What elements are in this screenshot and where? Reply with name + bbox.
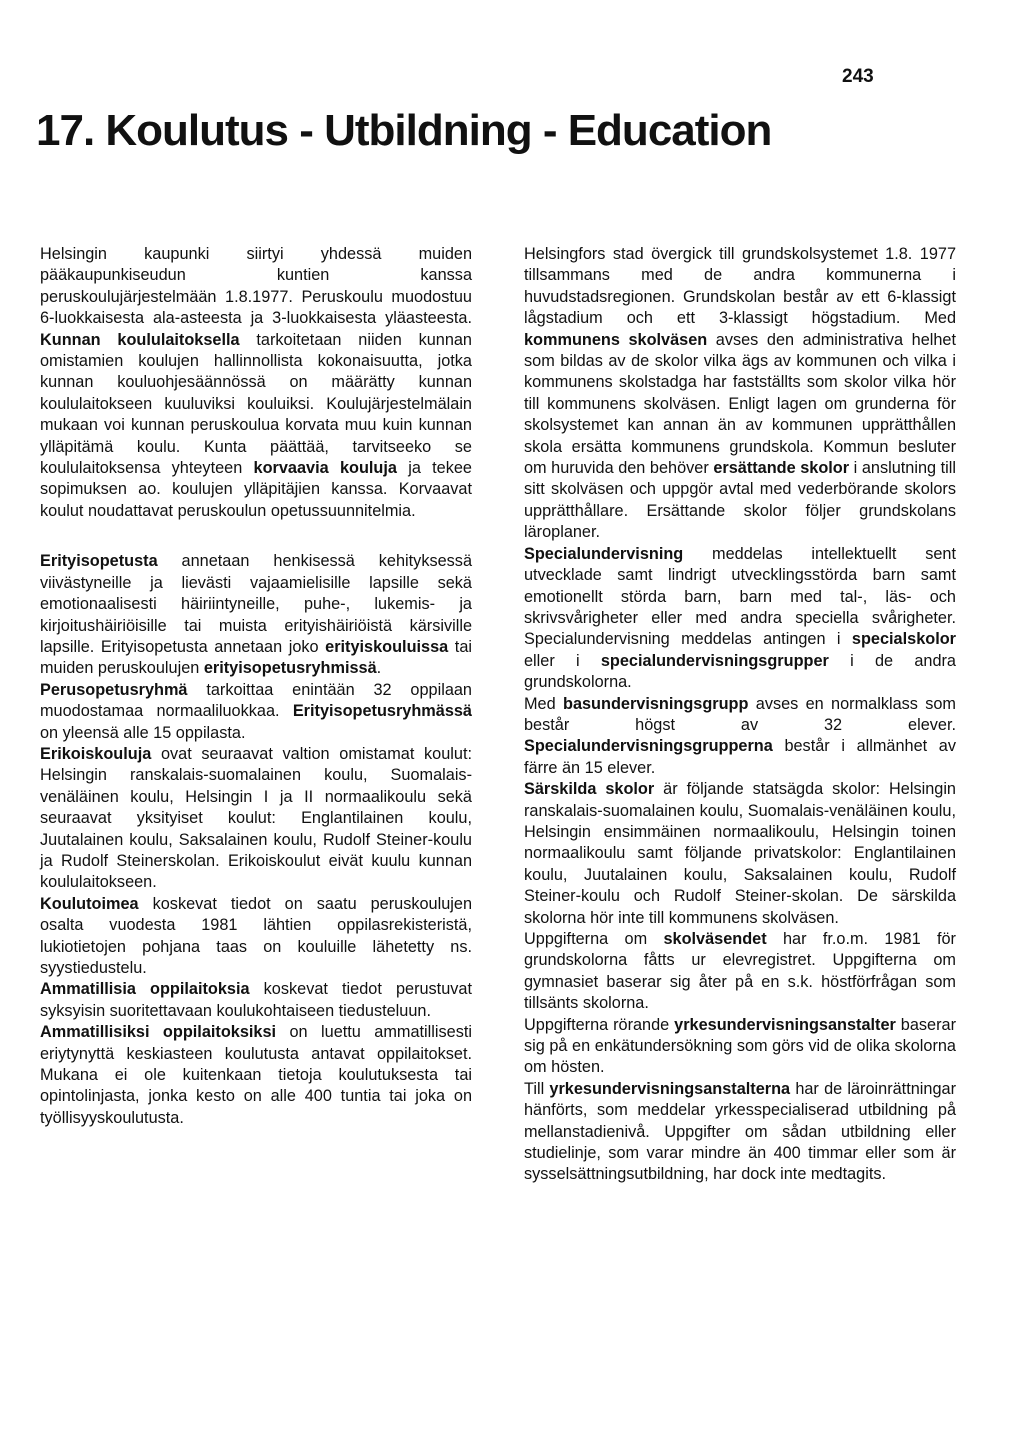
paragraph-groups-sv <box>524 694 956 780</box>
text-run: avses en normalklass som består högst av 32 elever. <box>524 694 956 734</box>
bold-term: Kunnan koululaitoksella <box>40 330 240 349</box>
text-run: Helsingin kaupunki siirtyi yhdessä muiden pääkaupunkiseudun kuntien kanssa peruskoulujärjestelmään 1.8.1977. Peruskoulu muodostuu 6-luokkaisesta ala-asteesta ja 3-luokkaisesta yläasteesta. <box>40 245 472 328</box>
text-run: koskevat tiedot perustuvat syksyisin suoritettavaan koulukohtaiseen tiedusteluun. <box>40 980 472 1020</box>
bold-term: basundervisningsgrupp <box>563 694 749 713</box>
text-run: tarkoitetaan niiden kunnan omistamien koulujen hallinnollista kokonaisuutta, jotka kunnan kouluohjesäännössä on määrätty kunnan koululaitokseen kuuluviksi kouluiksi. Koulujärjestelmälain mukaan voi kunnan peruskoulua korvata muu kuin kunnan ylläpitämä koulu. Kunta päättää, tarvitseeko se koululaitoksensa yhteyteen <box>40 330 472 478</box>
bold-term: Specialundervisning <box>524 544 684 563</box>
paragraph-special-ed-sv <box>524 544 956 694</box>
text-run: i anslutning till sitt skolväsen och uppgör avtal med vederbörande skolors upprätthållare. Ersättande skolor följer grundskolans läroplaner. <box>524 459 956 542</box>
bold-term: specialundervisningsgrupper <box>600 651 829 670</box>
bold-term: korvaavia kouluja <box>253 459 397 478</box>
text-run: har de läroinrättningar hänförts, som meddelar yrkesspecialiserad utbildning på mellanstadienivå. Uppgifter om sådan utbildning eller studielinje, som varar mindre än 400 timmar eller som är sysselsättningsutbildning, har dock inte medtagits. <box>524 1079 956 1184</box>
bold-term: kommunens skolväsen <box>524 330 708 349</box>
bold-term: yrkesundervisningsanstalterna <box>549 1079 791 1098</box>
paragraph-vocational-fi <box>40 979 472 1022</box>
text-run: Uppgifterna om <box>524 930 664 948</box>
text-run: meddelas intellektuellt sent utvecklade samt lindrigt utvecklingsstörda barn samt emotionellt störda barn, barn med tal-, läs- och skrivsvårigheter eller med andra speciella svårigheter. Specialundervisning meddelas antingen i <box>524 544 956 649</box>
paragraph-vocational-def-fi <box>40 1022 472 1129</box>
text-run: Till <box>524 1079 550 1098</box>
text-run: i de andra grundskolorna. <box>524 651 956 692</box>
bold-term: Specialundervisningsgrupperna <box>524 737 773 756</box>
paragraph-data-sources-sv <box>524 929 956 1015</box>
bold-term: Erikoiskouluja <box>40 744 152 763</box>
bold-term: Ammatillisia oppilaitoksia <box>40 980 250 999</box>
text-run: on yleensä alle 15 oppilasta. <box>40 723 246 742</box>
bold-term: yrkesundervisningsanstalter <box>674 1015 896 1034</box>
text-run: annetaan henkisessä kehityksessä viivästyneille ja lievästi vajaamielisille lapsille sekä emotionaalisesti häiriintyneille, puhe-, lukemis- ja kirjoitushäiriöisille tai muista erityishäiriöistä kärsiville lapsille. Erityisopetusta annetaan joko <box>40 552 472 656</box>
bold-term: skolväsendet <box>663 930 767 948</box>
bold-term: specialskolor <box>851 630 956 649</box>
paragraph-intro-fi <box>40 244 472 522</box>
text-run: tarkoittaa enintään 32 oppilaan muodostamaa normaaliluokkaa. <box>40 680 472 721</box>
bold-term: Erityisopetusryhmässä <box>292 702 472 721</box>
text-run: ja tekee sopimuksen ao. koulujen ylläpitäjien kanssa. Korvaavat koulut noudattavat peruskoulun opetussuunnitelmia. <box>40 459 472 520</box>
text-run: ovat seuraavat valtion omistamat koulut: Helsingin ranskalais-suomalainen koulu, Suomalais-venäläinen koulu, Helsingin I ja II normaalikoulu sekä seuraavat yksityiset koulut: Englantilainen koulu, Juutalainen koulu, Saksalainen koulu, Rudolf Steiner-koulu ja Rudolf Steinerskolan. Erikoiskoulut eivät kuulu kunnan koululaitokseen. <box>40 744 472 892</box>
text-run: Uppgifterna rörande <box>524 1015 675 1034</box>
swedish-column <box>524 244 956 1186</box>
paragraph-groups-fi <box>40 680 472 744</box>
text-run: tai muiden peruskoulujen <box>40 637 472 678</box>
text-run: baserar sig på en enkätundersökning som görs vid de olika skolorna om hösten. <box>524 1015 956 1077</box>
bold-term: erityisopetusryhmissä <box>203 659 377 678</box>
paragraph-intro-sv <box>524 244 956 544</box>
bold-term: erityiskouluissa <box>325 637 449 656</box>
paragraph-data-sources-fi <box>40 894 472 980</box>
paragraph-special-ed-fi <box>40 551 472 679</box>
paragraph-vocational-def-sv <box>524 1079 956 1186</box>
text-run: består i allmänhet av färre än 15 elever. <box>524 737 956 777</box>
paragraph-special-schools-sv <box>524 779 956 929</box>
bold-term: Särskilda skolor <box>524 780 655 799</box>
text-run: Med <box>524 694 563 713</box>
text-run: Helsingfors stad övergick till grundskolsystemet 1.8. 1977 tillsammans med de andra kommunerna i huvudstadsregionen. Grundskolan består av ett 6-klassigt lågstadium och ett 3-klassigt högstadium. Med <box>524 245 956 328</box>
bold-term: Koulutoimea <box>40 894 139 913</box>
text-run: koskevat tiedot on saatu peruskoulujen osalta vuodesta 1981 lähtien oppilasrekisteristä, lukiotietojen pohjana taas on kouluille lähetetty ns. syystiedustelu. <box>40 894 472 977</box>
bold-term: Erityisopetusta <box>40 552 158 571</box>
paragraph-vocational-sv <box>524 1015 956 1079</box>
bold-term: Ammatillisiksi oppilaitoksiksi <box>40 1023 277 1042</box>
paragraph-special-schools-fi <box>40 744 472 894</box>
finnish-column <box>40 244 472 1129</box>
bold-term: Perusopetusryhmä <box>40 680 188 699</box>
text-run: . <box>376 659 382 678</box>
text-run: eller i <box>524 651 601 670</box>
page-title: 17. Koulutus - Utbildning - Education <box>36 106 772 155</box>
text-run: avses den administrativa helhet som bildas av de skolor vilka ägs av kommunen och vilka i kommunens skolstadga har fastställts som skolor vilka hör till kommunens skolväsen. Enligt lagen om grunderna för skolsystemet kan annan än av kommunen upprätthållen skola ersätta kommunens grundskola. Kommun besluter om huruvida den behöver <box>524 330 956 478</box>
text-run: har fr.o.m. 1981 för grundskolorna fåtts ur elevregistret. Uppgifterna om gymnasiet baserar sig åter på en s.k. höstförfrågan som tillsänts skolorna. <box>524 930 956 1013</box>
page-number: 243 <box>842 66 874 87</box>
text-run: är följande statsägda skolor: Helsingin ranskalais-suomalainen koulu, Suomalais-venäläinen koulu, Helsingin ensimmäinen normaalikoulu, Helsingin toinen normaalikoulu samt följande privatskolor: Englantilainen koulu, Juutalainen koulu, Saksalainen koulu, Rudolf Steiner-koulu och Rudolf Steiner-skolan. De särskilda skolorna hör inte till kommunens skolväsen. <box>524 780 956 927</box>
bold-term: ersättande skolor <box>713 459 850 478</box>
text-run: on luettu ammatillisesti eriytynyttä keskiasteen koulutusta antavat oppilaitokset. Mukana ei ole kuitenkaan tietoja koulutuksesta tai opintolinjasta, jonka kesto on alle 400 tuntia tai joka on työllisyyskoulutusta. <box>40 1023 472 1127</box>
